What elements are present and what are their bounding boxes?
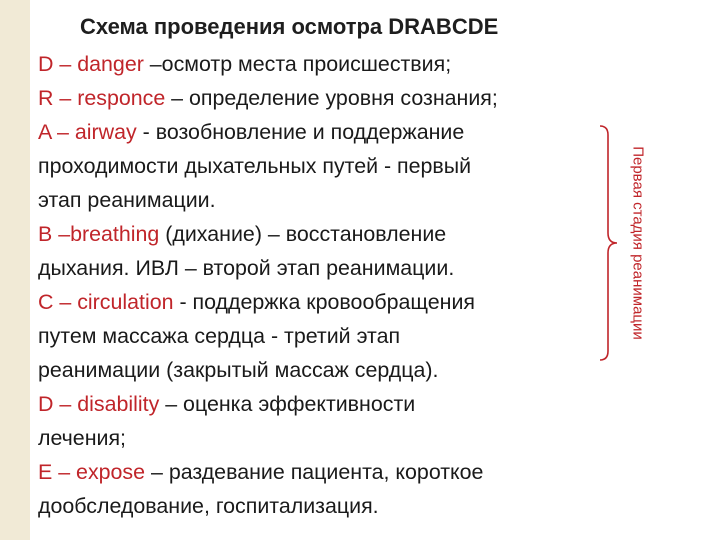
line-text: дыхания. ИВЛ – второй этап реанимации. (38, 256, 455, 280)
stage-bracket (598, 125, 620, 361)
line-text: этап реанимации. (38, 188, 216, 212)
line-text: (дихание) – восстановление (159, 222, 447, 246)
key-term: A – airway (38, 120, 137, 144)
slide-title: Схема проведения осмотра DRABCDE (80, 14, 499, 39)
line-text: - возобновление и поддержание (136, 120, 465, 144)
line-expose-cont (38, 489, 638, 523)
line-text: – раздевание пациента, короткое (145, 460, 484, 484)
line-airway-cont-1 (38, 149, 638, 183)
line-text: лечения; (38, 426, 126, 450)
left-decorative-stripe (0, 0, 30, 540)
line-text: проходимости дыхательных путей - первый (38, 154, 472, 178)
line-breathing (38, 217, 638, 251)
line-disability-cont (38, 421, 638, 455)
line-text: дообследование, госпитализация. (38, 494, 379, 518)
key-term: R – responce (38, 86, 166, 110)
key-term: D – disability (38, 392, 160, 416)
line-expose (38, 455, 638, 489)
line-text: – определение уровня сознания; (165, 86, 498, 110)
key-term: E – expose (38, 460, 146, 484)
line-airway (38, 115, 638, 149)
line-text: реанимации (закрытый массаж сердца). (38, 358, 439, 382)
key-term: B –breathing (38, 222, 160, 246)
first-stage-label: Первая стадия реанимации (629, 146, 647, 340)
line-circulation (38, 285, 638, 319)
line-danger (38, 47, 638, 81)
line-disability (38, 387, 638, 421)
line-airway-cont-2 (38, 183, 638, 217)
line-text: –осмотр места происшествия; (143, 52, 452, 76)
key-term: C – circulation (38, 290, 174, 314)
key-term: D – danger (38, 52, 144, 76)
line-circulation-cont-1 (38, 319, 638, 353)
drabcde-list (38, 47, 638, 523)
line-text: – оценка эффективности (159, 392, 416, 416)
line-text: путем массажа сердца - третий этап (38, 324, 401, 348)
line-circulation-cont-2 (38, 353, 638, 387)
line-responce (38, 81, 638, 115)
line-text: - поддержка кровообращения (173, 290, 475, 314)
line-breathing-cont (38, 251, 638, 285)
